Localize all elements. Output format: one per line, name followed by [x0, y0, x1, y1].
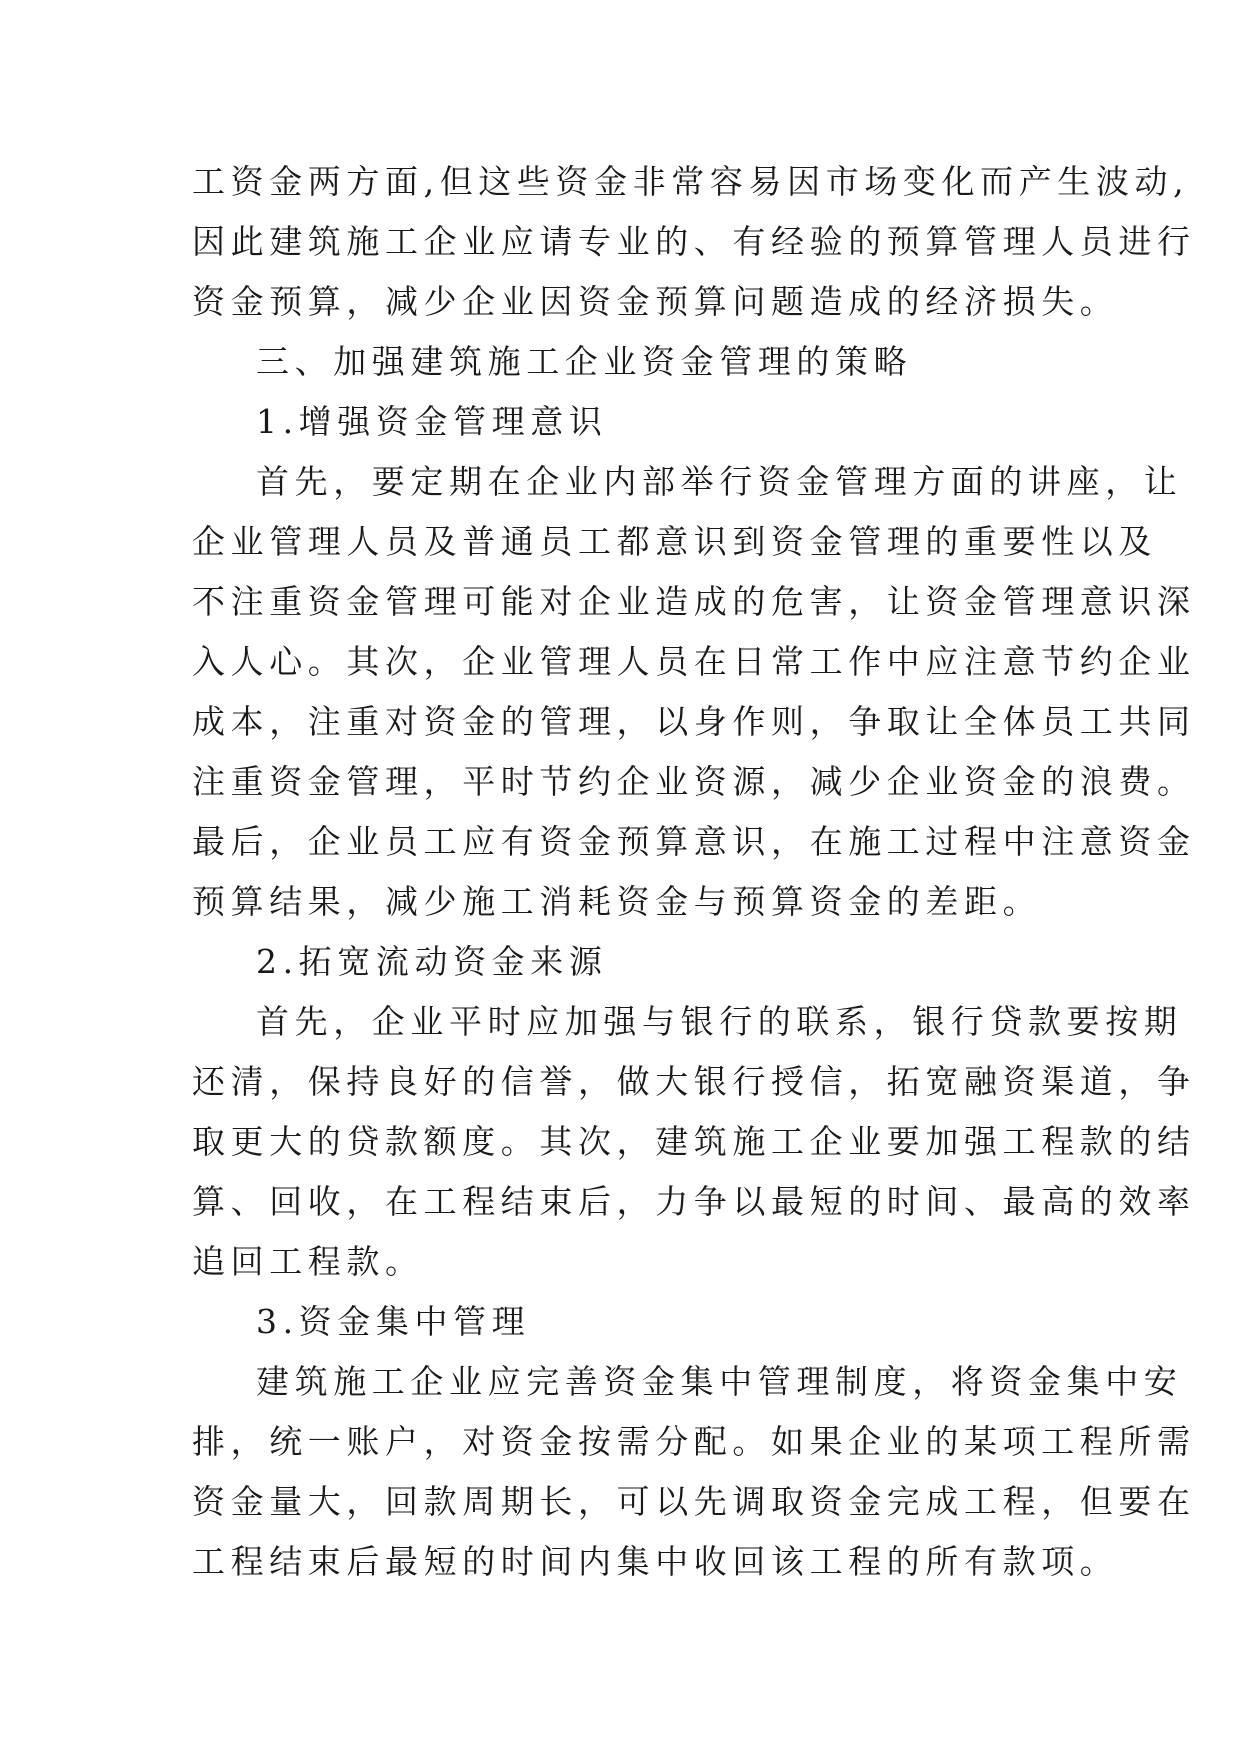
body-text-line: 资金量大，回款周期长，可以先调取资金完成工程，但要在 — [192, 1482, 1196, 1521]
body-text-line: 追回工程款。 — [192, 1242, 424, 1281]
body-text-line: 注重资金管理，平时节约企业资源，减少企业资金的浪费。 — [192, 762, 1196, 801]
body-text-line: 预算结果，减少施工消耗资金与预算资金的差距。 — [192, 882, 1042, 921]
body-text-line: 最后，企业员工应有资金预算意识，在施工过程中注意资金 — [192, 822, 1196, 861]
paragraph-first-line: 首先，要定期在企业内部举行资金管理方面的讲座，让 — [256, 462, 1183, 501]
body-text-line: 不注重资金管理可能对企业造成的危害，让资金管理意识深 — [192, 582, 1196, 621]
body-text-line: 因此建筑施工企业应请专业的、有经验的预算管理人员进行 — [192, 222, 1196, 261]
body-text-line: 资金预算，减少企业因资金预算问题造成的经济损失。 — [192, 282, 1119, 321]
body-text-line: 排，统一账户，对资金按需分配。如果企业的某项工程所需 — [192, 1422, 1196, 1461]
paragraph-first-line: 建筑施工企业应完善资金集中管理制度，将资金集中安 — [256, 1362, 1183, 1401]
body-text-line: 取更大的贷款额度。其次，建筑施工企业要加强工程款的结 — [192, 1122, 1196, 1161]
body-text-line: 工资金两方面,但这些资金非常容易因市场变化而产生波动, — [192, 162, 1190, 201]
subsection-heading: 1.增强资金管理意识 — [256, 402, 608, 441]
section-heading: 三、加强建筑施工企业资金管理的策略 — [256, 342, 913, 381]
body-text-line: 企业管理人员及普通员工都意识到资金管理的重要性以及 — [192, 522, 1157, 561]
body-text-line: 算、回收，在工程结束后，力争以最短的时间、最高的效率 — [192, 1182, 1196, 1221]
body-text-line: 还清，保持良好的信誉，做大银行授信，拓宽融资渠道，争 — [192, 1062, 1196, 1101]
subsection-heading: 3.资金集中管理 — [256, 1302, 531, 1341]
paragraph-first-line: 首先，企业平时应加强与银行的联系，银行贷款要按期 — [256, 1002, 1183, 1041]
body-text-line: 工程结束后最短的时间内集中收回该工程的所有款项。 — [192, 1542, 1119, 1581]
subsection-heading: 2.拓宽流动资金来源 — [256, 942, 608, 981]
body-text-line: 成本，注重对资金的管理，以身作则，争取让全体员工共同 — [192, 702, 1196, 741]
body-text-line: 入人心。其次，企业管理人员在日常工作中应注意节约企业 — [192, 642, 1196, 681]
